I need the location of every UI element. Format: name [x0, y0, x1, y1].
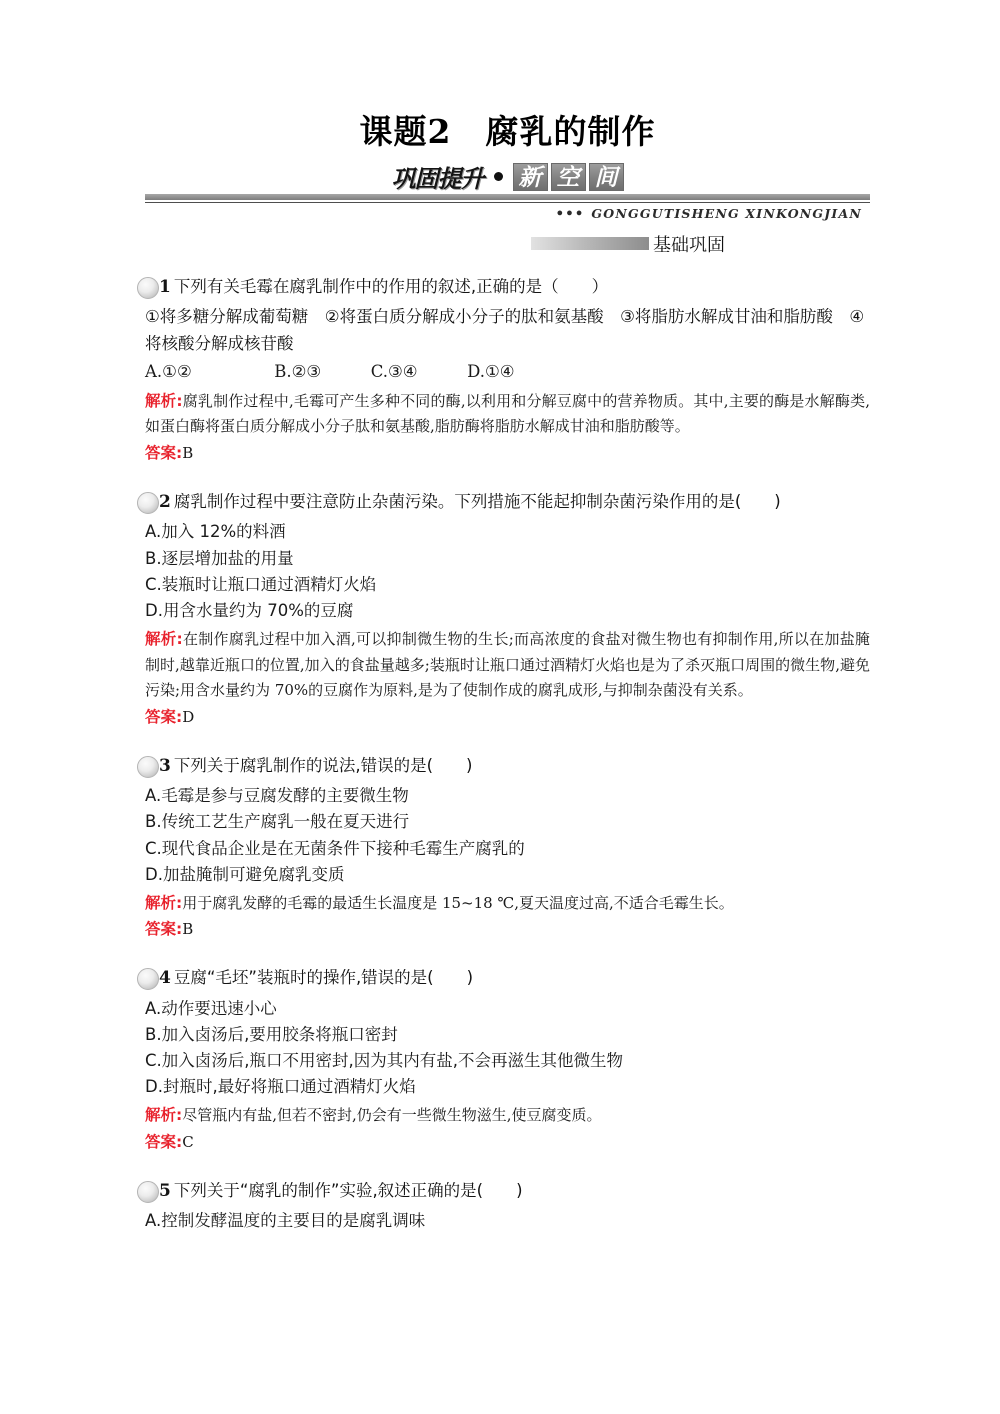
question-spacer	[145, 471, 870, 490]
question-stem	[155, 966, 473, 992]
banner-boxed-chars	[513, 163, 624, 191]
question-stem-text: 腐乳制作过程中要注意防止杂菌污染。下列措施不能起抑制杂菌污染作用的是( )	[173, 491, 781, 511]
question-spacer	[145, 735, 870, 754]
explanation-text: 腐乳制作过程中,毛霉可产生多种不同的酶,以利用和分解豆腐中的营养物质。其中,主要的酶是水解酶类,如蛋白酶将蛋白质分解成小分子肽和氨基酸,脂肪酶将脂肪水解成甘油和脂肪酸等。	[145, 391, 871, 436]
question-number: 2	[159, 491, 171, 512]
pinyin-row	[145, 206, 870, 221]
question-stem-text: 下列关于“腐乳的制作”实验,叙述正确的是( )	[173, 1180, 523, 1200]
section-header	[145, 231, 870, 257]
explanation-label: 解析:	[145, 391, 183, 410]
question-head	[137, 275, 870, 301]
option-item[interactable]: A.毛霉是参与豆腐发酵的主要微生物	[145, 786, 409, 806]
option-item[interactable]: C.加入卤汤后,瓶口不用密封,因为其内有盐,不会再滋生其他微生物	[145, 1050, 624, 1070]
option-item[interactable]: D.加盐腌制可避免腐乳变质	[145, 864, 345, 884]
answer	[145, 1129, 870, 1156]
pinyin-dots-icon: ●●●	[556, 207, 586, 220]
banner-box-char-1: 新	[513, 163, 548, 191]
explanation-text: 尽管瓶内有盐,但若不密封,仍会有一些微生物滋生,使豆腐变质。	[182, 1106, 602, 1124]
answer	[145, 440, 870, 467]
divider-thick-bar	[145, 194, 870, 200]
answer-label: 答案:	[145, 708, 183, 727]
question-stem	[155, 275, 608, 301]
answer-text: B	[182, 444, 194, 463]
banner-box-char-2: 空	[551, 163, 586, 191]
question-stem	[155, 1179, 523, 1205]
option-item[interactable]: C.现代食品企业是在无菌条件下接种毛霉生产腐乳的	[145, 838, 525, 858]
section-banner-logo	[145, 162, 870, 192]
question-item	[145, 754, 870, 943]
title-block	[145, 0, 870, 192]
question-stem-text: 下列关于腐乳制作的说法,错误的是( )	[173, 755, 473, 775]
banner-box-char-3: 间	[589, 163, 624, 191]
answer	[145, 704, 870, 731]
banner-dot-icon	[494, 172, 503, 181]
option-item[interactable]: D.封瓶时,最好将瓶口通过酒精灯火焰	[145, 1076, 416, 1096]
answer-text: D	[182, 708, 195, 727]
answer-text: C	[182, 1132, 194, 1151]
answer-label: 答案:	[145, 1132, 183, 1151]
page-title: 课题2 腐乳的制作	[359, 112, 656, 151]
question-item	[145, 966, 870, 1155]
explanation	[145, 626, 870, 704]
option-item[interactable]: A.加入 12%的料酒	[145, 522, 286, 542]
option-item[interactable]: B.传统工艺生产腐乳一般在夏天进行	[145, 812, 410, 832]
option-item[interactable]: A.控制发酵温度的主要目的是腐乳调味	[145, 1211, 426, 1231]
option-item[interactable]: B.逐层增加盐的用量	[145, 548, 294, 568]
question-spacer	[145, 1160, 870, 1179]
explanation	[145, 890, 870, 917]
question-number: 5	[159, 1180, 171, 1201]
question-stem-text: 豆腐“毛坯”装瓶时的操作,错误的是( )	[173, 968, 474, 988]
question-number: 4	[159, 968, 171, 989]
question-head	[137, 966, 870, 992]
explanation	[145, 1102, 870, 1129]
questions-list	[145, 275, 870, 1235]
answer-label: 答案:	[145, 444, 183, 463]
question-head	[137, 490, 870, 516]
explanation-label: 解析:	[145, 893, 183, 912]
explanation-text: 用于腐乳发酵的毛霉的最适生长温度是 15~18 ℃,夏天温度过高,不适合毛霉生长。	[182, 893, 734, 912]
option-item[interactable]: B.加入卤汤后,要用胶条将瓶口密封	[145, 1024, 398, 1044]
question-number: 1	[159, 276, 171, 297]
question-spacer	[145, 947, 870, 966]
question-head	[137, 754, 870, 780]
divider-thin-line	[145, 202, 870, 203]
question-head	[137, 1179, 870, 1205]
section-gradient-bar	[531, 237, 649, 250]
pinyin-label: GONGGUTISHENG XINKONGJIAN	[591, 205, 862, 221]
question-options-inline[interactable]: A.①② B.②③ C.③④ D.①④	[145, 361, 515, 381]
option-item[interactable]: C.装瓶时让瓶口通过酒精灯火焰	[145, 574, 377, 594]
question-stem	[155, 754, 472, 780]
banner-chinese-label: 巩固提升	[391, 165, 484, 194]
answer-label: 答案:	[145, 920, 183, 939]
question-stem	[155, 490, 781, 516]
question-number: 3	[159, 755, 171, 776]
option-item[interactable]: A.动作要迅速小心	[145, 998, 277, 1018]
option-item[interactable]: D.用含水量约为 70%的豆腐	[145, 600, 354, 620]
header-divider	[145, 194, 870, 221]
answer	[145, 916, 870, 943]
explanation	[145, 388, 870, 441]
question-item	[145, 490, 870, 731]
explanation-text: 在制作腐乳过程中加入酒,可以抑制微生物的生长;而高浓度的食盐对微生物也有抑制作用,所以在加盐腌制时,越靠近瓶口的位置,加入的食盐量越多;装瓶时让瓶口通过酒精灯火焰也是为了杀灭瓶口周围的微生物,避免污染;用含水量约为 70%的豆腐作为原料,是为了使制作成的腐乳成形,与抑制杂菌没有关系。	[145, 629, 870, 700]
explanation-label: 解析:	[145, 1106, 183, 1124]
question-stem-text: 下列有关毛霉在腐乳制作中的作用的叙述,正确的是（ ）	[173, 276, 609, 296]
question-statements: ①将多糖分解成葡萄糖 ②将蛋白质分解成小分子的肽和氨基酸 ③将脂肪水解成甘油和脂肪酸 ④将核酸分解成核苷酸	[145, 307, 865, 353]
question-item	[145, 275, 870, 467]
question-item	[145, 1179, 870, 1235]
explanation-label: 解析:	[145, 629, 183, 648]
section-title: 基础巩固	[653, 234, 725, 256]
answer-text: B	[182, 920, 194, 939]
